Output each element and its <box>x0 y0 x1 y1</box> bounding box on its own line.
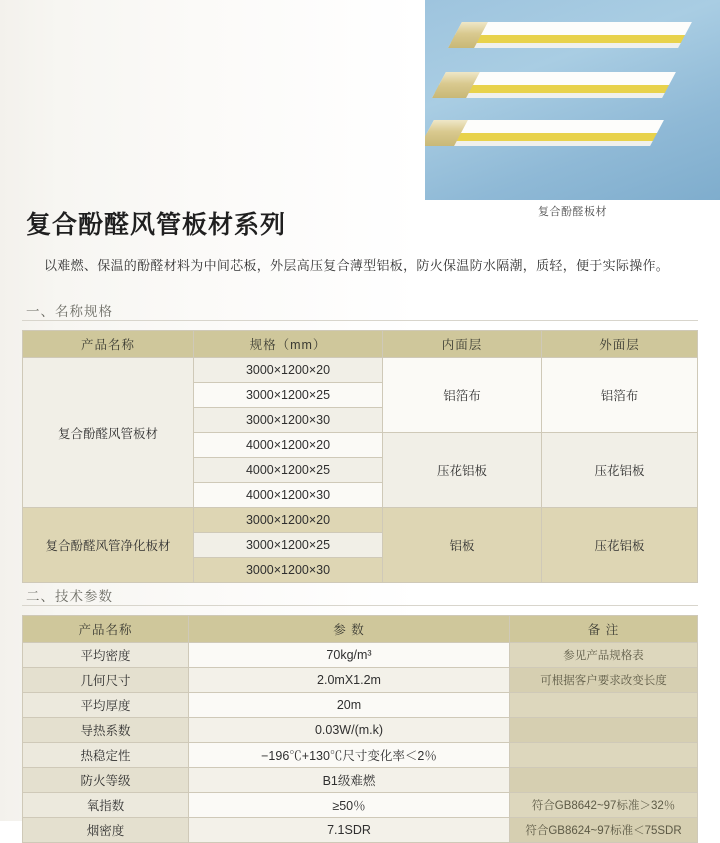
tech-note <box>510 693 698 718</box>
tech-table <box>22 615 698 843</box>
tech-value: 2.0mX1.2m <box>189 668 510 693</box>
section-heading-spec: 一、名称规格 <box>26 304 113 319</box>
spec-size: 4000×1200×30 <box>194 483 383 508</box>
panel-sample-2 <box>432 72 676 98</box>
tech-name: 烟密度 <box>23 818 189 843</box>
spec-product-name-2: 复合酚醛风管净化板材 <box>23 508 194 583</box>
tech-name: 平均厚度 <box>23 693 189 718</box>
spec-size: 3000×1200×25 <box>194 533 383 558</box>
spec-header-name: 产品名称 <box>23 331 194 358</box>
tech-value: 0.03W/(m.k) <box>189 718 510 743</box>
tech-name: 氧指数 <box>23 793 189 818</box>
spec-size: 3000×1200×20 <box>194 508 383 533</box>
table-row <box>23 793 698 818</box>
table-row <box>23 743 698 768</box>
tech-value: 7.1SDR <box>189 818 510 843</box>
spec-table <box>22 330 698 583</box>
table-row <box>23 768 698 793</box>
table-header-row <box>23 331 698 358</box>
spec-size: 4000×1200×25 <box>194 458 383 483</box>
tech-note: 符合GB8624~97标准＜75SDR <box>510 818 698 843</box>
spec-size: 3000×1200×20 <box>194 358 383 383</box>
table-row <box>23 693 698 718</box>
panel-sample-3 <box>425 120 664 146</box>
tech-note: 可根据客户要求改变长度 <box>510 668 698 693</box>
spec-size: 3000×1200×30 <box>194 558 383 583</box>
spec-inner-1: 铝箔布 <box>383 358 542 433</box>
spec-size: 3000×1200×30 <box>194 408 383 433</box>
section-divider-1 <box>22 320 698 321</box>
spec-header-inner: 内面层 <box>383 331 542 358</box>
spec-header-size: 规格（mm） <box>194 331 383 358</box>
table-row <box>23 718 698 743</box>
spec-inner-3: 铝板 <box>383 508 542 583</box>
table-row <box>23 818 698 843</box>
spec-size: 3000×1200×25 <box>194 383 383 408</box>
tech-value: 70kg/m³ <box>189 643 510 668</box>
spec-outer-1: 铝箔布 <box>542 358 698 433</box>
table-header-row <box>23 616 698 643</box>
tech-value: B1级难燃 <box>189 768 510 793</box>
tech-note: 符合GB8642~97标准＞32％ <box>510 793 698 818</box>
panel-sample-1 <box>448 22 692 48</box>
tech-value: −196℃+130℃尺寸变化率＜2％ <box>189 743 510 768</box>
tech-name: 几何尺寸 <box>23 668 189 693</box>
spec-outer-3: 压花铝板 <box>542 508 698 583</box>
section-heading-tech: 二、技术参数 <box>26 589 113 604</box>
spec-product-name-1: 复合酚醛风管板材 <box>23 358 194 508</box>
table-row <box>23 668 698 693</box>
tech-note <box>510 718 698 743</box>
tech-value: ≥50％ <box>189 793 510 818</box>
product-photo <box>425 0 720 200</box>
tech-header-value: 参 数 <box>189 616 510 643</box>
table-row <box>23 358 698 383</box>
table-row <box>23 508 698 533</box>
spec-inner-2: 压花铝板 <box>383 433 542 508</box>
spec-outer-2: 压花铝板 <box>542 433 698 508</box>
tech-note <box>510 743 698 768</box>
tech-header-note: 备 注 <box>510 616 698 643</box>
tech-name: 防火等级 <box>23 768 189 793</box>
spec-size: 4000×1200×20 <box>194 433 383 458</box>
tech-name: 平均密度 <box>23 643 189 668</box>
table-row <box>23 643 698 668</box>
section-divider-2 <box>22 605 698 606</box>
tech-value: 20m <box>189 693 510 718</box>
tech-name: 导热系数 <box>23 718 189 743</box>
tech-note: 参见产品规格表 <box>510 643 698 668</box>
tech-header-name: 产品名称 <box>23 616 189 643</box>
spec-header-outer: 外面层 <box>542 331 698 358</box>
intro-paragraph: 以难燃、保温的酚醛材料为中间芯板，外层高压复合薄型铝板，防火保温防水隔潮，质轻，便于实际操作。 <box>44 258 670 273</box>
product-photo-caption: 复合酚醛板材 <box>538 206 607 218</box>
page-title: 复合酚醛风管板材系列 <box>26 211 287 239</box>
tech-note <box>510 768 698 793</box>
tech-name: 热稳定性 <box>23 743 189 768</box>
